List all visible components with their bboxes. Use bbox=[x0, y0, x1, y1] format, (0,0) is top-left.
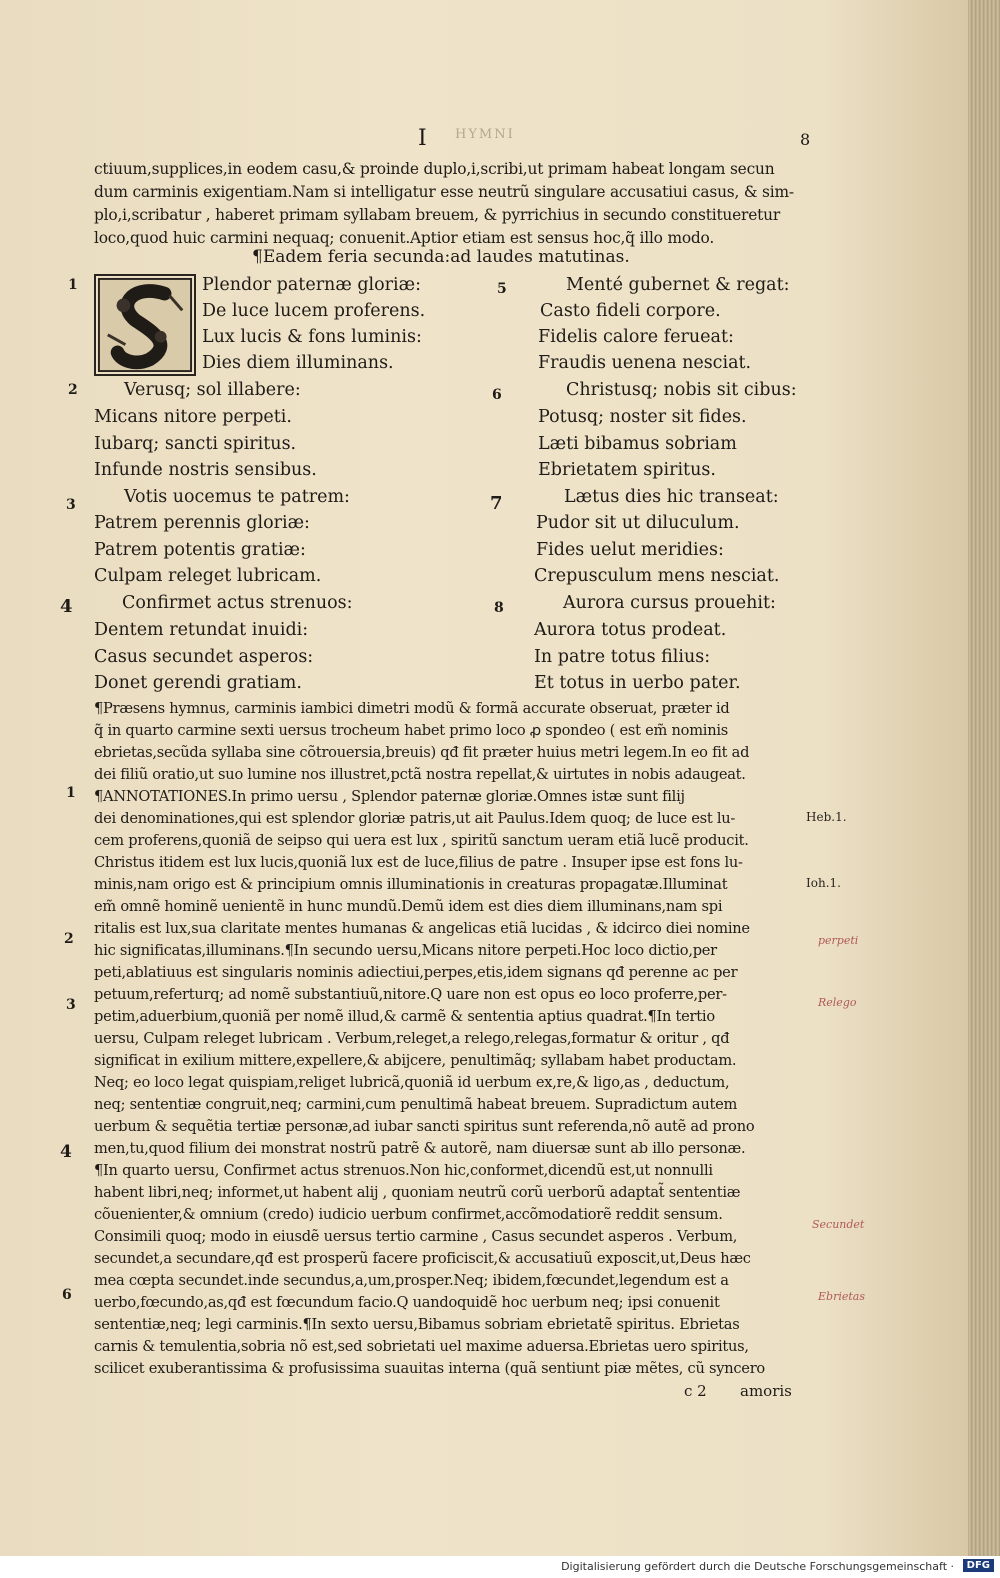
annotation-line: cem proferens,quoniã de seipso qui uera est lux , spiritũ sanctum ueram etiã lucẽ producit. bbox=[94, 832, 749, 849]
annotation-line: petim,aduerbium,quoniã per nomẽ illud,& carmẽ & sententia aptius quadrat.¶In tertio bbox=[94, 1008, 715, 1025]
verse-line: Fraudis uenena nesciat. bbox=[538, 353, 752, 373]
annotation-line: significat in exilium mittere,expellere,& abijcere, penultimãq; syllabam habet productam. bbox=[94, 1052, 737, 1069]
handwritten-note: Secundet bbox=[812, 1218, 865, 1231]
annotation-line: neq; sententiæ congruit,neq; carmini,cum penultimã habeat breuem. Supradictum autem bbox=[94, 1096, 738, 1113]
annotation-line: Neq; eo loco legat quispiam,religet lubricã,quoniã id uerbum ex,re,& ligo,as , deductum, bbox=[94, 1074, 730, 1091]
commentary-line: ebrietas,secũda syllaba sine cõtrouersia,breuis) qđ fit præter huius metri legem.In eo fit ad bbox=[94, 744, 750, 761]
annotation-number: 3 bbox=[66, 997, 76, 1013]
annotation-line: carnis & temulentia,sobria nõ est,sed sobrietati uel maxime aduersa.Ebrietas uero spiritus, bbox=[94, 1338, 749, 1355]
annotation-line: Christus itidem est lux lucis,quoniã lux est de luce,filius de patre . Insuper ipse est fons lu- bbox=[94, 854, 743, 871]
bleed-through-text: HYMNI bbox=[455, 127, 515, 142]
handwritten-note: Ebrietas bbox=[818, 1290, 865, 1303]
annotation-line: secundet,a secundare,qđ est prosperũ facere proficiscit,& accusatiuũ exposcit,ut,Deus hæc bbox=[94, 1250, 751, 1267]
folio-number-right: 8 bbox=[800, 130, 811, 149]
annotation-number: 2 bbox=[64, 931, 74, 947]
hymn-heading: ¶Eadem feria secunda:ad laudes matutinas. bbox=[252, 247, 630, 267]
verse-line: Donet gerendi gratiam. bbox=[94, 673, 302, 693]
commentary-line: q̃ in quarto carmine sexti uersus trocheum habet primo loco ꝓ spondeo ( est em̃ nominis bbox=[94, 722, 729, 739]
annotation-line: em̃ omnẽ hominẽ uenientẽ in hunc mundũ.Demũ idem est dies diem illuminans,nam spi bbox=[94, 898, 723, 915]
verse-line: Casto fideli corpore. bbox=[540, 301, 721, 321]
verse-line: Læti bibamus sobriam bbox=[538, 434, 737, 454]
illuminated-initial-s bbox=[94, 274, 196, 376]
verse-line: Fides uelut meridies: bbox=[536, 540, 724, 560]
footer-credit: Digitalisierung gefördert durch die Deutsche Forschungsgemeinschaft · bbox=[561, 1560, 954, 1573]
annotation-line: habent libri,neq; informet,ut habent alij , quoniam neutrũ corũ uerborũ adaptat̃ sententiæ bbox=[94, 1184, 741, 1201]
verse-number: 1 bbox=[68, 277, 78, 293]
verse-line: Lætus dies hic transeat: bbox=[564, 487, 779, 507]
verse-line: Ebrietatem spiritus. bbox=[538, 460, 716, 480]
annotation-line: hic significatas,illuminans.¶In secundo uersu,Micans nitore perpeti.Hoc loco dictio,per bbox=[94, 942, 717, 959]
annotation-number: 1 bbox=[66, 785, 76, 801]
annotation-line: dei denominationes,qui est splendor gloriæ patris,ut ait Paulus.Idem quoq; de luce est lu- bbox=[94, 810, 736, 827]
margin-reference: Heb.1. bbox=[806, 810, 847, 824]
annotation-line: ritalis est lux,sua claritate mentes humanas & angelicas etiã lucidas , & idcirco diei nomine bbox=[94, 920, 750, 937]
annotation-line: minis,nam origo est & principium omnis illuminationis in creaturas propagatæ.Illuminat bbox=[94, 876, 728, 893]
annotation-line: petuum,referturq; ad nomẽ substantiuũ,nitore.Q uare non est opus eo loco proferre,per- bbox=[94, 986, 727, 1003]
verse-line: Christusq; nobis sit cibus: bbox=[566, 380, 797, 400]
verse-line: Culpam releget lubricam. bbox=[94, 566, 322, 586]
verse-line: Confirmet actus strenuos: bbox=[122, 593, 353, 613]
verse-line: Aurora totus prodeat. bbox=[534, 620, 727, 640]
verse-line: Potusq; noster sit fides. bbox=[538, 407, 747, 427]
dfg-logo: DFG bbox=[963, 1559, 994, 1572]
annotation-number: 6 bbox=[62, 1287, 72, 1303]
verse-line: Micans nitore perpeti. bbox=[94, 407, 292, 427]
annotation-line: mea cœpta secundet.inde secundus,a,um,prosper.Neq; ibidem,fœcundet,legendum est a bbox=[94, 1272, 729, 1289]
margin-reference: Ioh.1. bbox=[806, 876, 841, 890]
annotation-line: ¶In quarto uersu, Confirmet actus strenuos.Non hic,conformet,dicendũ est,ut nonnulli bbox=[94, 1162, 713, 1179]
annotation-line: scilicet exuberantissima & profusissima suauitas interna (quã sentiunt piæ mẽtes, cũ syncero bbox=[94, 1360, 765, 1377]
catchword: amoris bbox=[740, 1382, 792, 1400]
verse-line: Et totus in uerbo pater. bbox=[534, 673, 741, 693]
initial-s-icon bbox=[96, 276, 194, 374]
page-edge bbox=[968, 0, 1000, 1578]
verse-number: 4 bbox=[60, 596, 73, 617]
commentary-line: ¶Præsens hymnus, carminis iambici dimetri modũ & formã accurate obseruat, præter id bbox=[94, 700, 730, 717]
verse-line: Menté gubernet & regat: bbox=[566, 275, 790, 295]
verse-line: Casus secundet asperos: bbox=[94, 647, 314, 667]
verse-number: 2 bbox=[68, 382, 78, 398]
verse-number: 6 bbox=[492, 387, 502, 403]
intro-line: plo,i,scribatur , haberet primam syllabam breuem, & pyrrichius in secundo constitueretur bbox=[94, 206, 780, 224]
verse-number: 5 bbox=[497, 281, 507, 297]
verse-line: Plendor paternæ gloriæ: bbox=[202, 275, 421, 295]
handwritten-note: Relego bbox=[818, 996, 857, 1009]
verse-line: Iubarq; sancti spiritus. bbox=[94, 434, 297, 454]
signature-mark: c 2 bbox=[684, 1382, 707, 1400]
verse-line: Verusq; sol illabere: bbox=[124, 380, 301, 400]
commentary-line: dei filiũ oratio,ut suo lumine nos illustret,pctã nostra repellat,& uirtutes in nobis adaugeat. bbox=[94, 766, 746, 783]
annotation-line: uerbo,fœcundo,as,qđ est fœcundum facio.Q uandoquidẽ hoc uerbum neq; ipsi conuenit bbox=[94, 1294, 720, 1311]
annotation-line: sententiæ,neq; legi carminis.¶In sexto uersu,Bibamus sobriam ebrietatẽ spiritus. Ebrietas bbox=[94, 1316, 740, 1333]
annotation-line: Consimili quoq; modo in eiusdẽ uersus tertio carmine , Casus secundet asperos . Verbum, bbox=[94, 1228, 738, 1245]
annotation-line: peti,ablatiuus est singularis nominis adiectiui,perpes,etis,idem signans qđ perenne ac per bbox=[94, 964, 738, 981]
verse-line: Dies diem illuminans. bbox=[202, 353, 394, 373]
annotation-line: uersu, Culpam releget lubricam . Verbum,releget,a relego,relegas,formatur & oritur , qđ bbox=[94, 1030, 730, 1047]
folio-number-left: I bbox=[418, 126, 427, 151]
intro-line: ctiuum,supplices,in eodem casu,& proinde duplo,i,scribi,ut primam habeat longam secun bbox=[94, 160, 775, 178]
verse-line: Votis uocemus te patrem: bbox=[124, 487, 350, 507]
verse-line: Dentem retundat inuidi: bbox=[94, 620, 309, 640]
verse-number: 8 bbox=[494, 600, 504, 616]
annotation-line: ¶ANNOTATIONES.In primo uersu , Splendor paternæ gloriæ.Omnes istæ sunt filij bbox=[94, 788, 685, 805]
verse-line: Crepusculum mens nesciat. bbox=[534, 566, 780, 586]
verse-line: Infunde nostris sensibus. bbox=[94, 460, 317, 480]
handwritten-note: perpeti bbox=[818, 934, 859, 947]
annotation-line: cõuenienter,& omnium (credo) iudicio uerbum confirmet,accõmodatiorẽ reddit sensum. bbox=[94, 1206, 723, 1223]
annotation-number: 4 bbox=[60, 1142, 72, 1162]
verse-line: Patrem potentis gratiæ: bbox=[94, 540, 306, 560]
verse-line: In patre totus filius: bbox=[534, 647, 711, 667]
verse-number: 3 bbox=[66, 497, 76, 513]
annotation-line: men,tu,quod filium dei monstrat nostrũ patrẽ & autorẽ, nam diuersæ sunt ab illo personæ. bbox=[94, 1140, 746, 1157]
verse-number: 7 bbox=[490, 493, 503, 514]
verse-line: Fidelis calore ferueat: bbox=[538, 327, 734, 347]
intro-line: dum carminis exigentiam.Nam si intelligatur esse neutrũ singulare accusatiui casus, & sim- bbox=[94, 183, 794, 201]
annotation-line: uerbum & sequẽtia tertiæ personæ,ad iubar sancti spiritus sunt referenda,nõ autẽ ad prono bbox=[94, 1118, 755, 1135]
verse-line: Aurora cursus prouehit: bbox=[563, 593, 776, 613]
verse-line: Patrem perennis gloriæ: bbox=[94, 513, 310, 533]
verse-line: De luce lucem proferens. bbox=[202, 301, 426, 321]
verse-line: Pudor sit ut diluculum. bbox=[536, 513, 740, 533]
verse-line: Lux lucis & fons luminis: bbox=[202, 327, 422, 347]
intro-line: loco,quod huic carmini nequaq; conuenit.Aptior etiam est sensus hoc,q̃ illo modo. bbox=[94, 229, 715, 247]
